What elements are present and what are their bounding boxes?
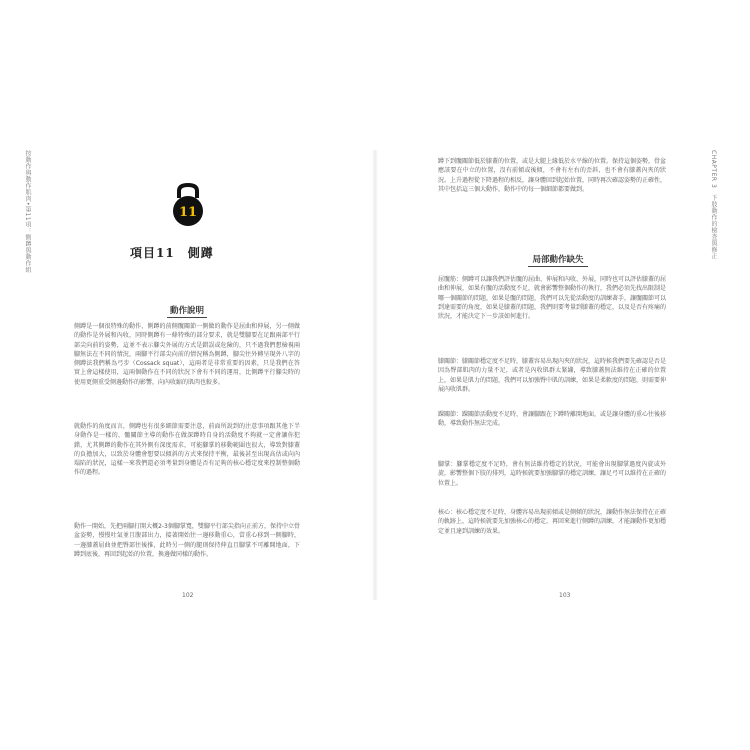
right-paragraph-4: 腳掌：腳掌穩定度不足時，會有無法維持穩定的狀況，可能會出現腳掌過度內旋或外旋，影響整個下肢的排列，這時候就要加強腳掌的穩定訓練，讓足弓可以維持在正確的位置上。 <box>438 461 667 487</box>
right-paragraph-1: 屈髖筋：側蹲可以讓我們評估髖的屈曲、伸展和內收、外展，同時也可以評估膝蓋的屈曲和伸展，如果有髖的活動度不足，就會影響整個動作的執行，我們必須先找出限制是哪一個關節的問題，如果是髖的問題，我們可以先從活動度的訓練著手，讓髖關節可以到達需要的角度，如果是膝蓋的問題，我們則要考量到膝蓋的穩定，以及是否有疼痛的狀況，才能決定下一步該如何進行。 <box>438 276 667 321</box>
right-paragraph-5: 核心：核心穩定度不足時，身體容易出現前傾或是側傾的狀況，讓動作無法保持在正確的軌跡上，這時候就要先加強核心的穩定，再回來進行側蹲的訓練，才能讓動作更加穩定並且達到訓練的效果。 <box>438 509 667 535</box>
kettlebell-number: 11 <box>178 205 198 220</box>
section-heading-description: 動作說明 <box>167 304 207 318</box>
right-intro-paragraph: 蹲下到髖關節低於膝蓋的位置，或是大腿上緣低於水平線的位置。保持這個姿勢，骨盆應該要在中立的位置，沒有前傾或後傾，不會有左右的歪斜，也不會有膝蓋內夾的狀況。上升過程從下降過程的相反，讓身體回到起始位置，同時再次確認姿勢的正確性，其中包括這三個大動作，動作中的每一個細節都要做到。 <box>438 158 667 193</box>
left-page-number: 102 <box>182 592 194 599</box>
left-paragraph-2: 就動作的角度而言，側蹲也有很多細節需要注意，前面所說到的注意事項跟其他下半身動作是一樣的，髖關節主導的動作在做深蹲時自身的活動度不夠就一定會讓你犯錯，尤其側蹲的動作在其外側有深度需求，可能腳掌的移動範圍也很大，導致對膝蓋的負擔加大，以致於身體會想要以傾斜的方式來保持平衡，最後甚至出現高估或向內塌陷的狀況，這樣一來我們還必須考量到身體是否有足夠的核心穩定度來控制整個動作的過程。 <box>74 423 300 477</box>
right-side-header: CHAPTER 3 下肢動作的檢查與修正 <box>710 150 717 260</box>
kettlebell-icon <box>170 183 206 227</box>
section-heading-faults: 局部動作缺失 <box>528 253 588 267</box>
left-paragraph-3: 動作一開始，先把兩腳打開大概2-3個腳掌寬，雙腳平行部尖指向正前方，保持中立骨盆姿勢，慢慢吐氣並且腹部出力，接著開始往一邊移動重心，當重心移到一側腳時，一邊膝蓋屈曲並把臀部往後推，此時另一側的腿則保持伸直且腳掌不可離開地面，下蹲到底後，再回到起始的位置，換邊做同樣的動作。 <box>74 523 300 558</box>
left-paragraph-1: 側蹲是一個很特殊的動作，側蹲的前側髖關節一側做的動作是屈曲和伸展，另一側做的動作是外展和內收，同時側蹲有一條特殊的部分要求，就是雙腳要在足跟兩部平行部尖向前的姿勢，這並不表示腳尖外展的方式是錯誤或危險的，只不過我們想檢視兩腳無法在不同的情況，兩腳平行部尖向前的情況稱為側蹲，腳尖往外轉呈現外八字的側蹲法我們稱為弓步（Cossack squat），這兩者是非常重要的因素，只是我們在答實上會這樣使用，這兩個動作在不同的狀況下會有不同的運用，比側蹲平行腳尖時的使用更側重受側邊動作的影響，向內收縮的肌肉也較多。 <box>74 323 300 386</box>
right-page-number: 103 <box>559 592 571 599</box>
right-paragraph-3: 踝關節：踝關節活動度不足時，會讓腳跟在下蹲時離開地面，或是讓身體的重心往後移動，導致動作無法完成。 <box>438 411 667 428</box>
right-paragraph-2: 膝關節：膝關節穩定度不足時，膝蓋容易出現內夾的狀況，這時候我們要先確認是否是因為臀部肌肉的力量不足，或者是內收肌群太緊繃，導致膝蓋無法維持在正確的位置上，如果是肌力的問題，我們可以加強臀中肌的訓練，如果是柔軟度的問題，則需要伸展內收肌群。 <box>438 358 667 393</box>
chapter-title: 項目11 側蹲 <box>130 246 214 260</box>
left-side-header: 按動作與動作肌肉•第11項：側蹲與動作組 <box>24 150 31 274</box>
right-page <box>375 0 750 750</box>
